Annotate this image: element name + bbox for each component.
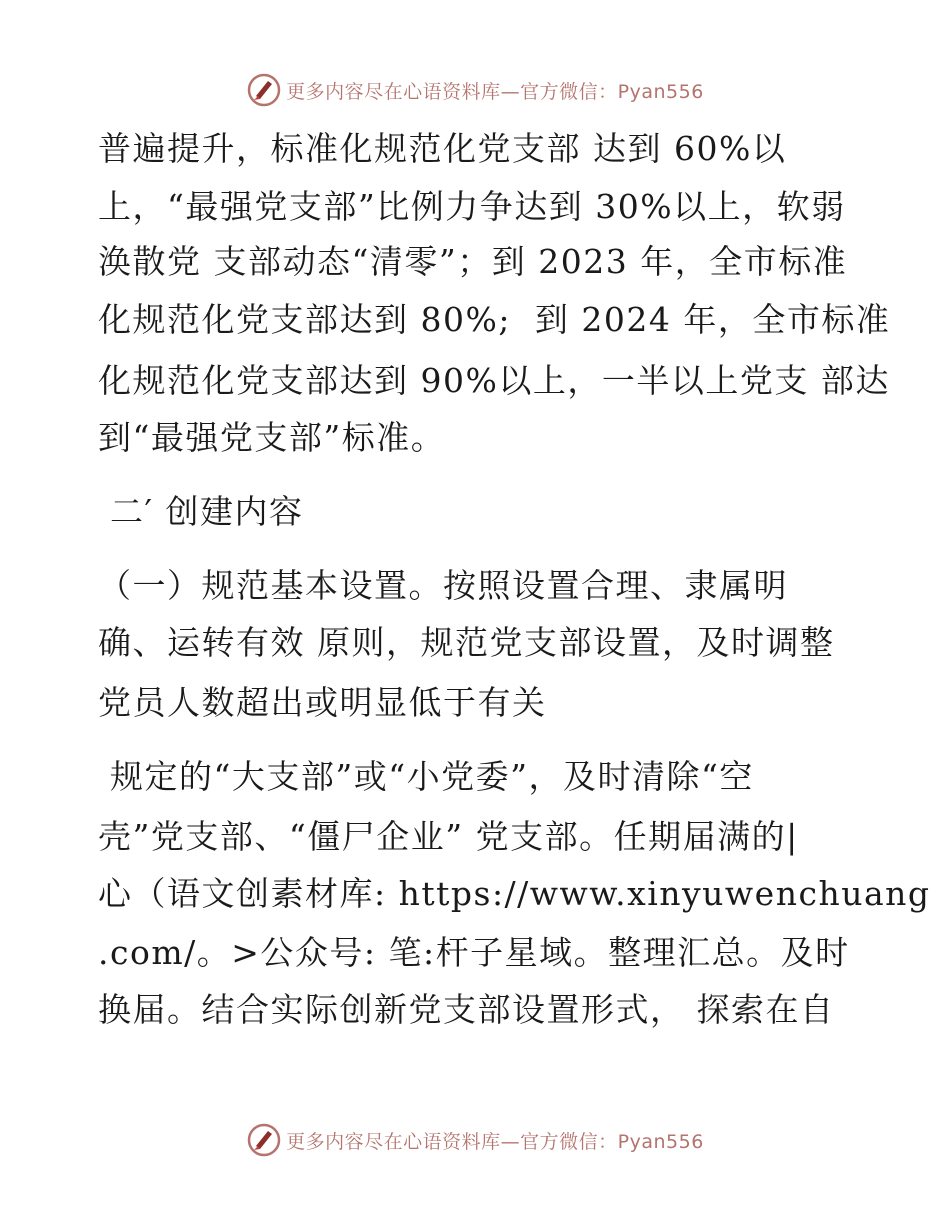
text-line: 涣散党 支部动态“清零”；到 2023 年，全市标准 <box>98 242 848 281</box>
text-line: 化规范化党支部达到 90%以上，一半以上党支 部达 <box>98 361 890 400</box>
section-heading: 二′ 创建内容 <box>98 492 304 531</box>
text-line: 壳”党支部、“僵尸企业” 党支部。任期届满的| <box>98 817 799 856</box>
text-line: .com/。>公众号: 笔:杆子星域。整理汇总。及时 <box>98 933 850 972</box>
text-line: （一）规范基本设置。按照设置合理、隶属明 <box>98 566 788 605</box>
text-line: 到“最强党支部”标准。 <box>98 418 446 457</box>
text-line: 确、运转有效 原则，规范党支部设置，及时调整 <box>98 623 835 662</box>
text-line: 上，“最强党支部”比例力争达到 30%以上，软弱 <box>98 187 846 226</box>
watermark-text: 更多内容尽在心语资料库—官方微信：Pyan556 <box>286 1130 704 1153</box>
watermark-text: 更多内容尽在心语资料库—官方微信：Pyan556 <box>286 80 704 103</box>
text-line: 规定的“大支部”或“小党委”，及时清除“空 <box>98 757 754 796</box>
text-line: 化规范化党支部达到 80%; 到 2024 年，全市标准 <box>98 300 891 339</box>
brand-logo-icon <box>246 1122 282 1158</box>
text-line: 换届。结合实际创新党支部设置形式， 探索在自 <box>98 990 835 1029</box>
text-line: 党员人数超出或明显低于有关 <box>98 683 547 722</box>
footer-watermark-banner <box>0 1120 950 1160</box>
header-watermark-banner <box>0 70 950 110</box>
text-line: 普遍提升，标准化规范化党支部 达到 60%以 <box>98 129 787 168</box>
brand-logo-icon <box>246 72 282 108</box>
text-line: 心（语文创素材库: https://www.xinyuwenchuang <box>98 874 931 913</box>
